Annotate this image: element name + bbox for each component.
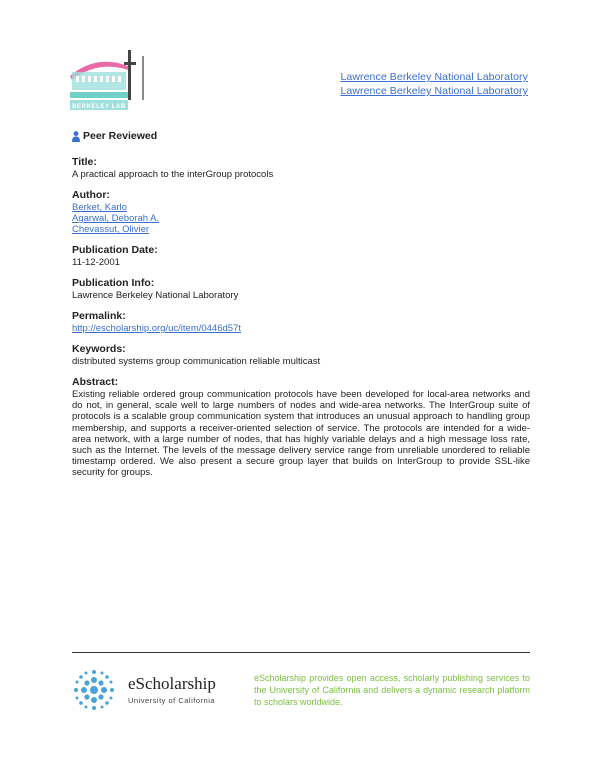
publication-info-section <box>72 277 530 301</box>
abstract-label: Abstract: <box>72 376 119 388</box>
title-label: Title: <box>72 156 97 168</box>
keywords-value: distributed systems group communication reliable multicast <box>72 356 321 367</box>
publication-date-section <box>72 244 530 268</box>
logo-text: BERKELEY LAB <box>72 104 126 110</box>
institution-link-1[interactable]: Lawrence Berkeley National Laboratory <box>340 71 528 83</box>
person-icon <box>72 131 80 142</box>
abstract-section <box>72 376 530 479</box>
permalink-link[interactable]: http://escholarship.org/uc/item/0446d57t <box>72 323 241 334</box>
title-section <box>72 156 530 180</box>
header-links <box>340 70 528 98</box>
institution-link-2[interactable]: Lawrence Berkeley National Laboratory <box>340 85 528 97</box>
author-link[interactable]: Agarwal, Deborah A. <box>72 213 160 224</box>
peer-reviewed-label: Peer Reviewed <box>83 130 158 142</box>
escholarship-description: eScholarship provides open access, scholarly publishing services to the University of California and delivers a dynamic research platform to scholars worldwide. <box>254 673 530 707</box>
publication-date-label: Publication Date: <box>72 244 158 256</box>
publication-info-value: Lawrence Berkeley National Laboratory <box>72 290 239 301</box>
author-section <box>72 189 530 235</box>
escholarship-brand-sub: University of California <box>128 696 216 705</box>
permalink-section <box>72 310 530 334</box>
peer-reviewed-badge <box>72 130 157 142</box>
berkeley-lab-logo <box>66 40 160 114</box>
escholarship-brand: eScholarship <box>128 674 216 693</box>
author-label: Author: <box>72 189 110 201</box>
metadata-content <box>72 156 530 488</box>
title-value: A practical approach to the interGroup protocols <box>72 169 274 180</box>
author-link[interactable]: Berket, Karlo <box>72 202 127 213</box>
escholarship-logo-icon <box>72 668 116 712</box>
permalink-label: Permalink: <box>72 310 126 322</box>
keywords-section <box>72 343 530 367</box>
author-link[interactable]: Chevassut, Olivier <box>72 224 150 235</box>
publication-date-value: 11-12-2001 <box>72 257 120 268</box>
author-list <box>72 202 530 235</box>
footer-divider <box>72 652 530 653</box>
keywords-label: Keywords: <box>72 343 126 355</box>
publication-info-label: Publication Info: <box>72 277 155 289</box>
abstract-text: Existing reliable ordered group communication protocols have been developed for local-area networks and do not, in general, scale well to large numbers of nodes and wide-area networks. The InterGroup suite of protocols is a scalable group communication system that introduces an unusual approach to handling group membership, and supports a receiver-oriented selection of service. The protocols are intended for a wide-area network, with a large number of nodes, that has highly variable delays and a high message loss rate, such as the Internet. The levels of the message delivery service range from unreliable unordered to reliable timestamp ordered. We also present a secure group layer that builds on InterGroup to provide SSL-like security for groups. <box>72 389 530 479</box>
